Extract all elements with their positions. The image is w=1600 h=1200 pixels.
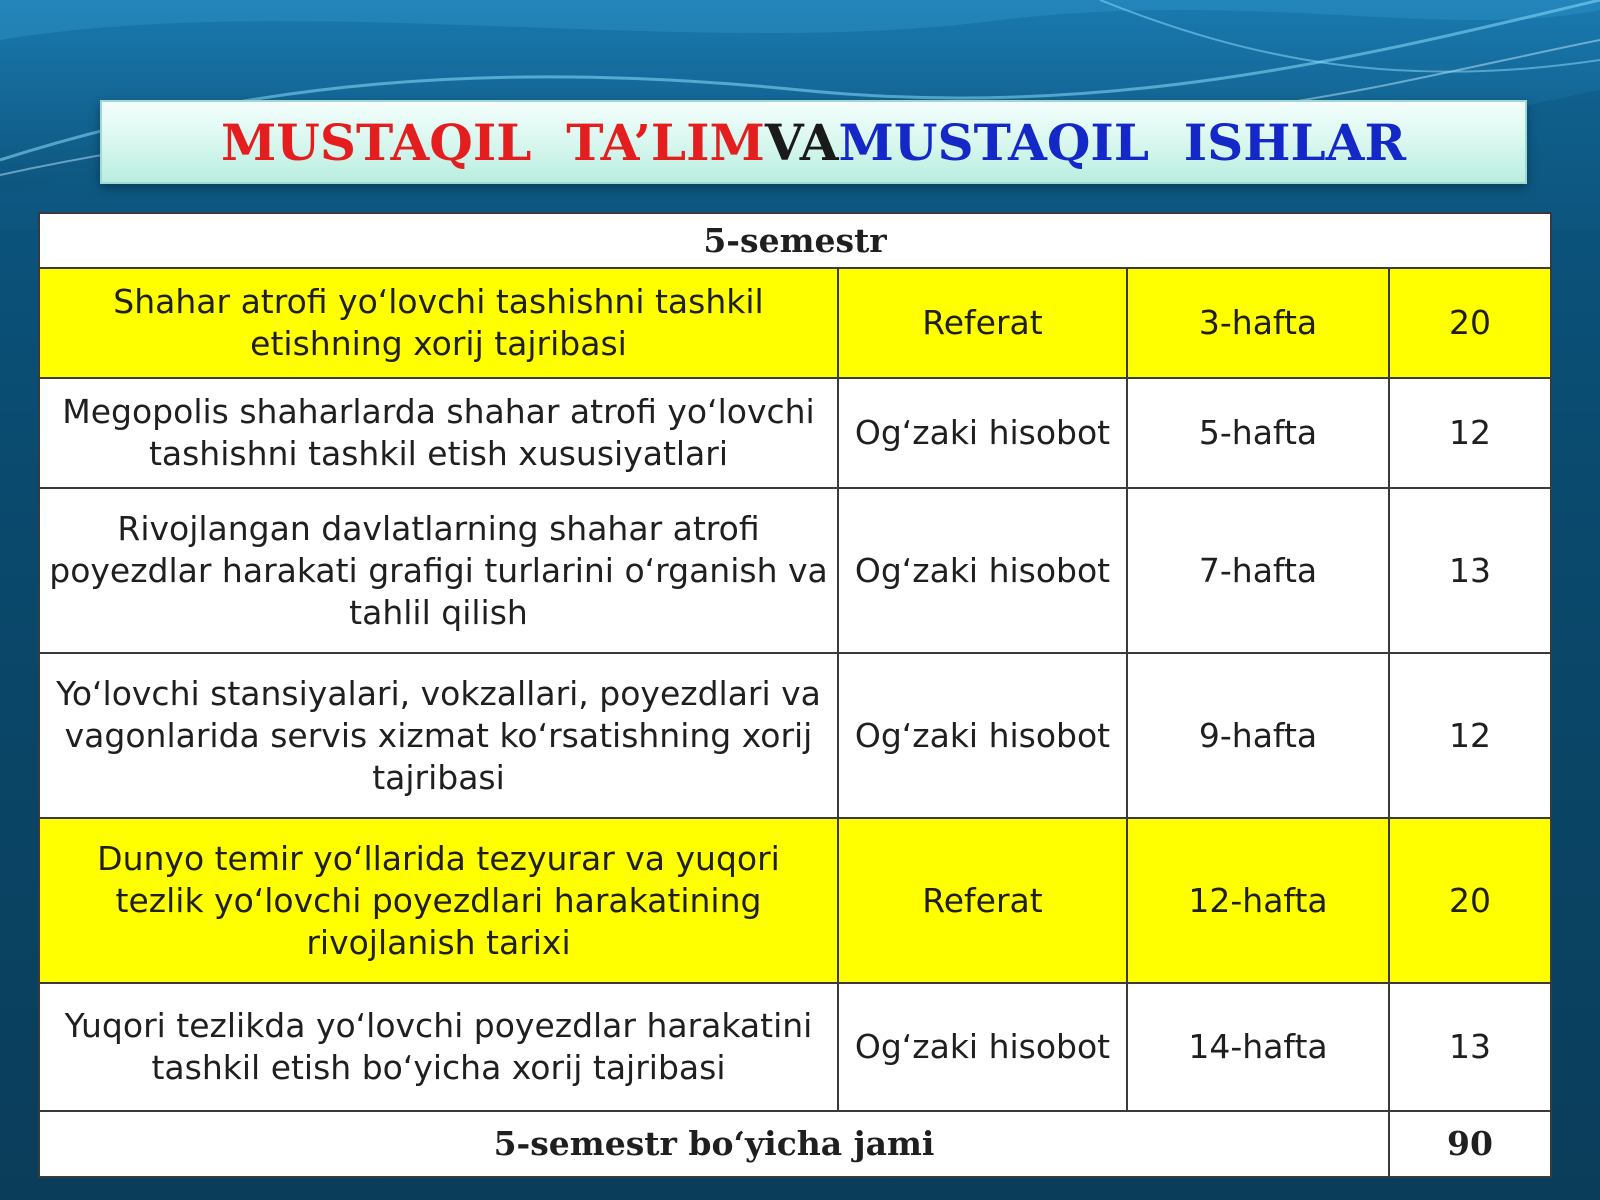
table-row [39, 653, 1551, 818]
table-row [39, 488, 1551, 653]
topic-cell: Dunyo temir yo‘llarida tezyurar va yuqori tezlik yo‘lovchi poyezdlari harakatining rivojlanish tarixi [39, 818, 838, 983]
table-row [39, 268, 1551, 378]
week-cell: 14-hafta [1127, 983, 1389, 1111]
total-label: 5-semestr bo‘yicha jami [39, 1111, 1389, 1177]
type-cell: Og‘zaki hisobot [838, 378, 1127, 488]
title-part-black: VA [764, 112, 839, 172]
type-cell: Og‘zaki hisobot [838, 653, 1127, 818]
topic-cell: Rivojlangan davlatlarning shahar atrofi poyezdlar harakati grafigi turlarini o‘rganish va tahlil qilish [39, 488, 838, 653]
title-part-red: MUSTAQIL TA’LIM [220, 112, 765, 172]
type-cell: Referat [838, 268, 1127, 378]
total-value: 90 [1389, 1111, 1551, 1177]
hours-cell: 20 [1389, 268, 1551, 378]
week-cell: 12-hafta [1127, 818, 1389, 983]
type-cell: Og‘zaki hisobot [838, 488, 1127, 653]
week-cell: 5-hafta [1127, 378, 1389, 488]
topic-cell: Megopolis shaharlarda shahar atrofi yo‘lovchi tashishni tashkil etish xususiyatlari [39, 378, 838, 488]
hours-cell: 12 [1389, 378, 1551, 488]
semester-header-row [39, 213, 1551, 268]
independent-work-table [38, 212, 1552, 1178]
hours-cell: 20 [1389, 818, 1551, 983]
hours-cell: 13 [1389, 983, 1551, 1111]
week-cell: 3-hafta [1127, 268, 1389, 378]
table-row [39, 378, 1551, 488]
type-cell: Og‘zaki hisobot [838, 983, 1127, 1111]
topic-cell: Shahar atrofi yo‘lovchi tashishni tashkil etishning xorij tajribasi [39, 268, 838, 378]
type-cell: Referat [838, 818, 1127, 983]
total-row [39, 1111, 1551, 1177]
semester-header: 5-semestr [39, 213, 1551, 268]
topic-cell: Yo‘lovchi stansiyalari, vokzallari, poyezdlari va vagonlarida servis xizmat ko‘rsatishning xorij tajribasi [39, 653, 838, 818]
week-cell: 7-hafta [1127, 488, 1389, 653]
topic-cell: Yuqori tezlikda yo‘lovchi poyezdlar harakatini tashkil etish bo‘yicha xorij tajribasi [39, 983, 838, 1111]
hours-cell: 13 [1389, 488, 1551, 653]
table-row [39, 818, 1551, 983]
week-cell: 9-hafta [1127, 653, 1389, 818]
table-row [39, 983, 1551, 1111]
hours-cell: 12 [1389, 653, 1551, 818]
title-part-blue: MUSTAQIL ISHLAR [838, 112, 1407, 172]
slide-title [100, 100, 1527, 184]
